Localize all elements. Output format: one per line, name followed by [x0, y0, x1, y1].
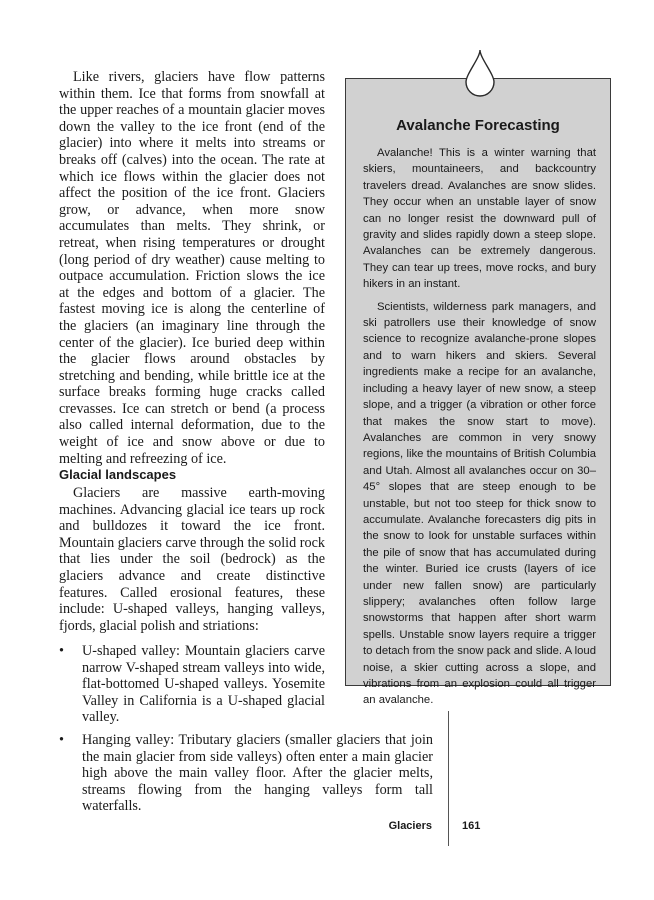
page-number: 161	[462, 820, 481, 832]
bullet-item-hanging-valley	[59, 732, 433, 815]
main-text-column	[59, 69, 325, 467]
running-footer-section: Glaciers	[388, 820, 432, 832]
sidebar-paragraph: Avalanche! This is a winter warning that skiers, mountaineers, and backcountry travelers dread. Avalanches are snow slides. They occur when an unstable layer of snow can no longer resist the downward pull of gravity and slides rapidly down a steep slope. Avalanches can be extremely dangerous. They can tear up trees, move rocks, and bury hikers in an instant.	[363, 147, 596, 291]
bullet-marker: •	[59, 732, 64, 748]
bullet-text: Hanging valley: Tributary glaciers (smaller glaciers that join the main glacier from side valleys) often enter a main glacier high above the main valley floor. After the glacier melts, streams flowing from the hanging valleys form tall waterfalls.	[82, 732, 433, 815]
bullet-text: U-shaped valley: Mountain glaciers carve narrow V-shaped stream valleys into wide, flat-bottomed U-shaped valleys. Yosemite Valley in California is a U-shaped glacial valley.	[82, 643, 325, 726]
sidebar-body	[363, 145, 596, 709]
section-body	[59, 485, 325, 634]
sidebar-paragraph: Scientists, wilderness park managers, and ski patrollers use their knowledge of snow science to recognize avalanche-prone slopes and to warn hikers and skiers. Several ingredients make a recipe for an avalanche, including a heavy layer of new snow, a steep slope, and a trigger (a vibration or other force that makes the snow start to move). Avalanches are common in very snowy regions, like the mountains of British Columbia and Utah. Almost all avalanches occur on 30–45° slopes that are steep enough to be unstable, but not too steep for thick snow to accumulate. Avalanche forecasters dig pits in the snow to look for unstable surfaces within the pile of snow that has accumulated during the winter. Buried ice crusts (layers of ice under new fallen snow) are particularly slippery; avalanches often follow large snowstorms that happen after short warm spells. Unstable snow layers require a trigger to detach from the snow pack and slide. A loud noise, a skier cutting across a slope, and vibrations from an explosion could all trigger an avalanche.	[363, 300, 596, 707]
avalanche-sidebar-box	[345, 78, 611, 707]
bullet-item-u-shaped-valley	[59, 643, 325, 726]
water-drop-icon	[462, 48, 498, 98]
section-paragraph: Glaciers are massive earth-moving machines. Advancing glacial ice tears up rock and bulldozes it toward the ice front. Mountain glaciers carve through the solid rock that lies under the soil (bedrock) as the glaciers advance and create distinctive features. Called erosional features, these include: U-shaped valleys, hanging valleys, fjords, glacial polish and striations:	[59, 485, 325, 634]
footer-divider	[448, 711, 449, 846]
sidebar-title: Avalanche Forecasting	[396, 117, 560, 134]
intro-paragraph: Like rivers, glaciers have flow patterns within them. Ice that forms from snowfall at the upper reaches of a mountain glacier moves down the valley to the ice front (end of the glacier) into where it melts into streams or breaks off (calves) into the ocean. The rate at which ice flows within the glacier does not affect the position of the ice front. Glaciers grow, or advance, when more snow accumulates than melts. They shrink, or retreat, when rising temperatures or drought (long period of dry weather) cause melting to outpace accumulation. Friction slows the ice at the edges and bottom of a glacier. The fastest moving ice is along the centerline of the glaciers (an imaginary line through the center of the glacier). Ice buried deep within the glacier flows around obstacles by stretching and bending, while brittle ice at the surface breaks forming huge cracks called crevasses. Ice can stretch or bend (a process also called internal deformation, due to the weight of ice and snow above or due to melting and refreezing of ice.	[59, 69, 325, 467]
bullet-marker: •	[59, 643, 64, 659]
section-heading: Glacial landscapes	[59, 467, 177, 482]
